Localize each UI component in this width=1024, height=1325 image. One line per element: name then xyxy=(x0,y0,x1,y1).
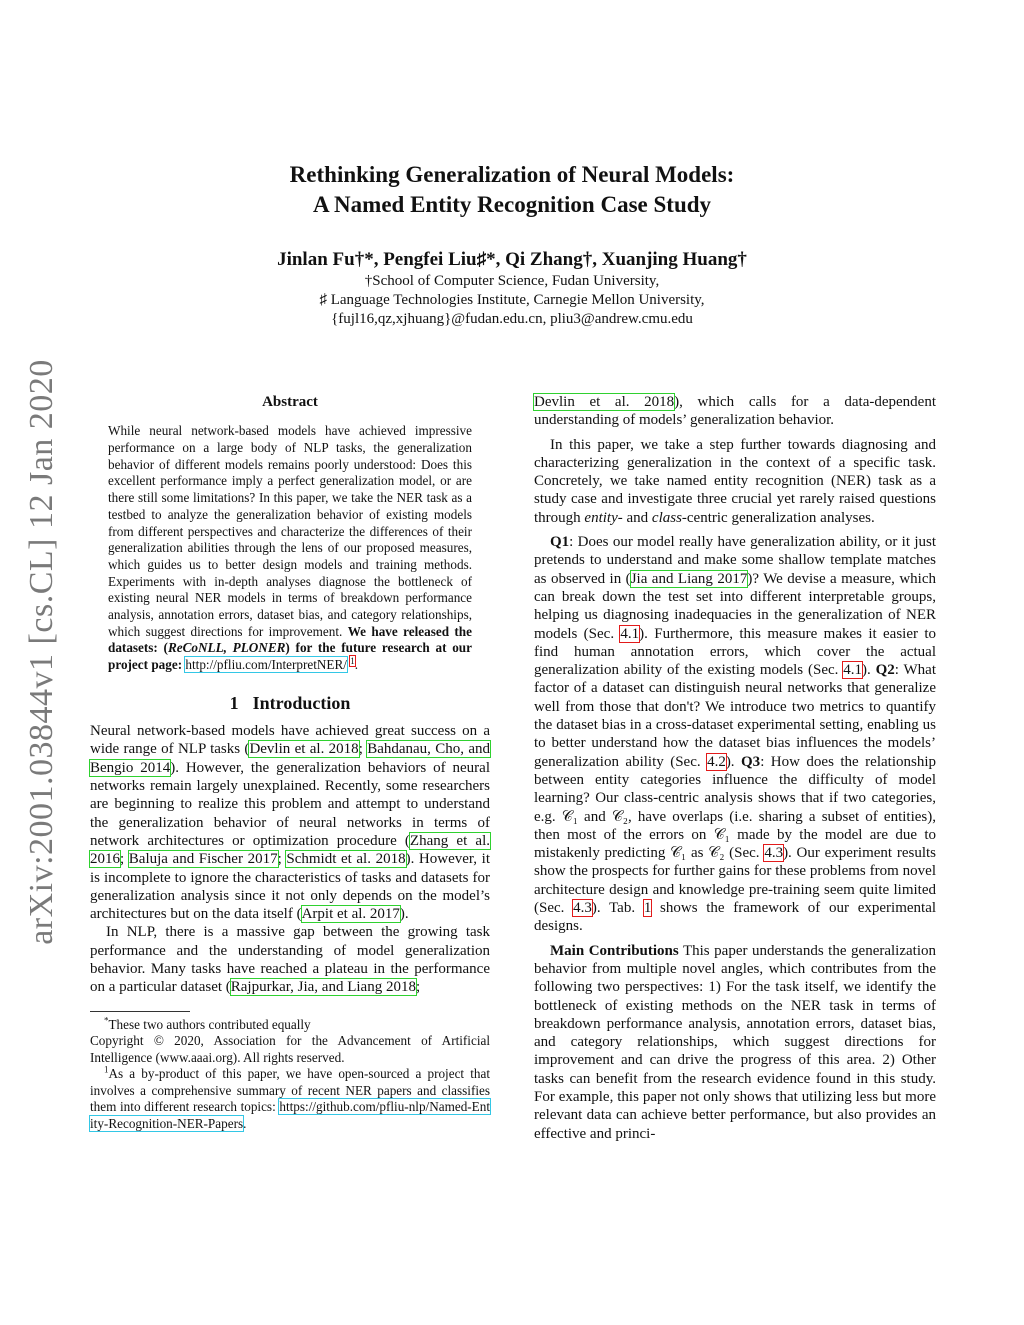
table-ref-1[interactable]: 1 xyxy=(643,900,652,917)
title-line-2: A Named Entity Recognition Case Study xyxy=(312,192,712,217)
left-column xyxy=(90,393,490,1132)
citation-separator: ; xyxy=(358,741,368,758)
footnotes xyxy=(90,1017,490,1133)
citation-bahdanau[interactable]: Bahdanau, Cho, and Bengio 2014 xyxy=(90,741,491,776)
body-text: : What factor of a dataset can distinguish neural networks that generalize well from those that don't? We introduce two metrics to quantify the dataset bias in a cross-dataset experimental setting, enabling us to better understand how the dataset bias influences the models’ generalization ability (Sec. xyxy=(534,662,936,770)
affiliation-cmu: ♯ Language Technologies Institute, Carnegie Mellon University, xyxy=(319,292,705,308)
intro-text: ). However, it is incomplete to ignore the characteristics of tasks and datasets for generalization analysis since it not only depends on the model’s architectures but on the data itself ( xyxy=(90,851,490,923)
author-names: Jinlan Fu†*, Pengfei Liu♯*, Qi Zhang†, Xuanjing Huang† xyxy=(277,249,747,270)
section-ref-4-3[interactable]: 4.3 xyxy=(764,845,784,862)
body-text: )? We devise a measure, which can break down the test set into different interpretable groups, helping us diagnosing inadequacies in the generalization of NER models (Sec. xyxy=(534,570,937,642)
body-text: ). xyxy=(862,662,876,679)
footnote-1-marker[interactable]: 1 xyxy=(350,655,355,666)
intro-text: Neural network-based models have achieved great success on a wide range of NLP tasks ( xyxy=(90,723,490,758)
arxiv-stamp xyxy=(22,359,62,945)
intro-text: ). However, the generalization behaviors of neural networks remain largely unexplained. Recently, some researchers are beginning to realize this problem and attempt to understand the generalization behavior of neural networks in terms of network architectures or optimization procedure ( xyxy=(90,759,490,849)
section-ref-4-2[interactable]: 4.2 xyxy=(707,753,726,770)
abstract-release-1: We have released the datasets: ( xyxy=(108,623,472,656)
body-text: ). Tab. xyxy=(591,900,644,917)
question-2-label: Q2 xyxy=(875,662,895,679)
intro-paragraph-2 xyxy=(90,923,490,996)
section-title: Introduction xyxy=(252,692,351,713)
footnote-1-end: . xyxy=(243,1115,247,1131)
right-column xyxy=(534,393,936,1143)
question-3-label: Q3 xyxy=(741,753,761,770)
citation-separator: ; xyxy=(415,979,421,996)
citation-devlin[interactable]: Devlin et al. 2018 xyxy=(534,394,675,410)
citation-arpit[interactable]: Arpit et al. 2017 xyxy=(301,906,400,923)
main-contributions-heading: Main Contributions xyxy=(550,942,679,959)
section-ref-4-1[interactable]: 4.1 xyxy=(620,625,640,642)
citation-rajpurkar[interactable]: Rajpurkar, Jia, and Liang 2018 xyxy=(230,979,416,996)
footnote-star-text: These two authors contributed equally xyxy=(108,1016,311,1032)
footnote-rule xyxy=(90,1011,190,1012)
paper-title xyxy=(0,160,1024,220)
right-paragraph-0 xyxy=(534,393,936,430)
abstract-heading: Abstract xyxy=(262,394,318,410)
body-text: In this paper, we take a step further towards diagnosing and characterizing generalization in the context of a specific task. Concretely, we take named entity recognition (NER) task as a study case and investigate three crucial yet rarely raised questions through xyxy=(534,436,936,526)
right-paragraph-1 xyxy=(534,436,936,527)
citation-devlin[interactable]: Devlin et al. 2018 xyxy=(249,741,359,758)
abstract-end: . xyxy=(354,657,359,673)
abstract-body xyxy=(108,423,472,674)
class-term: class xyxy=(651,509,682,526)
section-number: 1 xyxy=(229,692,239,713)
author-block xyxy=(0,248,1024,329)
title-line-1: Rethinking Generalization of Neural Models: xyxy=(289,162,735,187)
body-text: ). Furthermore, this measure makes it easier to find human annotation errors, which cover the actual generalization ability of the existing models (Sec. xyxy=(534,625,936,679)
section-ref-4-3[interactable]: 4.3 xyxy=(573,900,592,917)
abstract-dataset-names: ReCoNLL, PLONER xyxy=(167,640,286,656)
intro-text: In NLP, there is a massive gap between the growing task performance and the understanding of model generalization behavior. Many tasks have reached a plateau in the performance on a particular dataset ( xyxy=(90,924,490,996)
citation-separator: ; xyxy=(120,851,129,868)
intro-paragraph-1 xyxy=(90,722,490,923)
body-text: : How does the relationship between entity categories influence the difficulty of model learning? Our class-centric analysis shows that if two categories, e.g. 𝒞₁ and 𝒞₂, have overlaps (i.e. sharing a subset of entities), then most of the errors on 𝒞₁ made by the model are due to mistakenly predicting 𝒞₁ as 𝒞₂ (Sec. xyxy=(534,753,936,862)
abstract-release-2: ) for the future research at our project page: xyxy=(108,640,472,673)
footnote-1-text: As a by-product of this paper, we have open-sourced a project that involves a comprehensive summary of recent NER papers and classifies them into different research topics: xyxy=(90,1066,490,1115)
body-text: : Does our model really have generalization ability, or it just pretends to understand and make some shallow template matches as observed in ( xyxy=(534,534,936,587)
github-link[interactable]: https://github.com/pfliu-nlp/Named-Entity-Recognition-NER-Papers xyxy=(90,1099,490,1131)
footnote-1-number: 1 xyxy=(104,1064,109,1075)
footnote-1 xyxy=(90,1066,490,1132)
entity-term: entity xyxy=(584,509,618,526)
section-ref-4-1[interactable]: 4.1 xyxy=(843,662,862,679)
citation-jia[interactable]: Jia and Liang 2017 xyxy=(630,570,748,587)
body-text: ). Our experiment results show the prospects for further gains for these problems from novel architecture design and knowledge pre-training seem quite limited (Sec. xyxy=(534,845,936,917)
body-text: - and xyxy=(617,509,652,526)
author-emails: {fujl16,qz,xjhuang}@fudan.edu.cn, pliu3@andrew.cmu.edu xyxy=(331,311,693,327)
citation-separator: ; xyxy=(277,851,287,868)
body-text: shows the framework of our experimental designs. xyxy=(534,900,937,935)
citation-baluja[interactable]: Baluja and Fischer 2017 xyxy=(128,851,278,868)
citation-schmidt[interactable]: Schmidt et al. 2018 xyxy=(286,851,406,868)
citation-zhang[interactable]: Zhang et al. 2016 xyxy=(90,832,490,868)
intro-heading xyxy=(90,694,490,712)
body-text: ), which calls for a data-dependent understanding of models’ generalization behavior. xyxy=(534,394,936,429)
question-1-label: Q1 xyxy=(550,534,570,551)
right-paragraph-questions xyxy=(534,533,936,936)
intro-text: ). xyxy=(399,906,409,923)
body-text: -centric generalization analyses. xyxy=(681,509,875,526)
body-text: ). xyxy=(725,753,742,770)
right-paragraph-contributions xyxy=(534,942,936,1143)
abstract-text: While neural network-based models have achieved impressive performance on a large body of NLP tasks, the generalization behavior of different models remains poorly understood: Does this excellent performance imply a perfect generalization model, or are there still some limitations? In this paper, we take the NER task as a testbed to analyze the generalization behavior of existing models from different perspectives and characterize the differences of their generalization abilities through the lens of our proposed measures, which guides us to better design models and training methods. Experiments with in-depth analyses diagnose the bottleneck of existing neural NER models in terms of breakdown performance analysis, annotation errors, dataset bias, and category relationships, which suggest directions for improvement. xyxy=(108,423,472,639)
affiliation-fudan: †School of Computer Science, Fudan University, xyxy=(364,273,660,289)
project-page-link[interactable]: http://pfliu.com/InterpretNER/ xyxy=(185,657,347,673)
arxiv-id: arXiv:2001.03844v1 [cs.CL] 12 Jan 2020 xyxy=(23,359,60,945)
copyright-notice: Copyright © 2020, Association for the Advancement of Artificial Intelligence (www.aaai.org). All rights reserved. xyxy=(90,1033,490,1065)
footnote-equal-contribution: *These two authors contributed equally xyxy=(104,1015,311,1032)
body-text: This paper understands the generalization behavior from multiple novel angles, which contributes from the following two perspectives: 1) For the task itself, we identify the bottleneck of existing methods on the NER task in terms of breakdown performance analysis, annotation errors, dataset bias, and category relationships, which suggest directions for improvement and can drive the progress of this area. 2) Other tasks can benefit from the research evidence found in this study. For example, this paper not only shows that utilizing less but more relevant data can achieve better performance, but also provides an effective and princi- xyxy=(534,942,936,1142)
